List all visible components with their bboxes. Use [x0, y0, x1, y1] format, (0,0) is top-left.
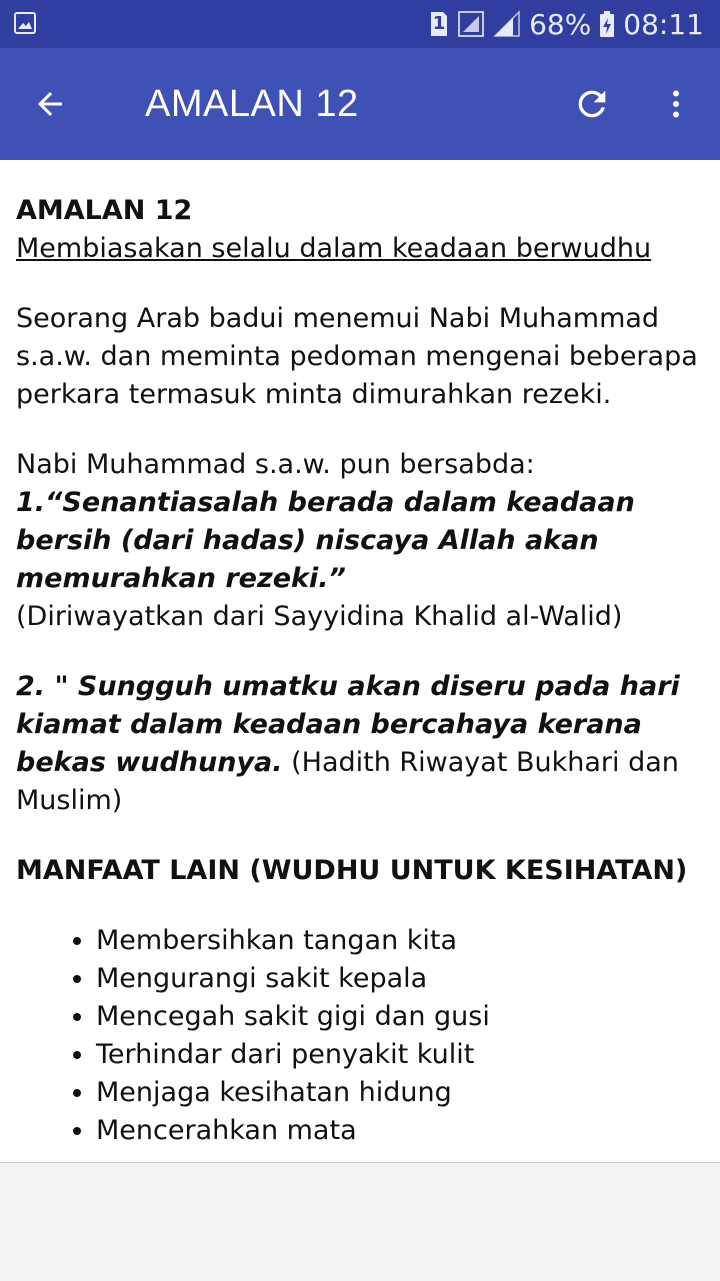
bottom-banner-area [0, 1162, 720, 1281]
battery-percent: 68% [529, 7, 592, 41]
hadith-two-source: (Hadith Riwayat Bukhari dan Muslim) [16, 747, 679, 816]
sim-label: 1 [432, 13, 446, 34]
hadith-one: 1.“Senantiasalah berada dalam keadaan bersih (dari hadas) niscaya Allah akan memurahkan rezeki.” [16, 487, 635, 594]
refresh-icon [572, 84, 612, 124]
page-title: AMALAN 12 [145, 83, 359, 125]
more-options-button[interactable] [650, 78, 702, 130]
sim-icon [429, 10, 449, 38]
intro-paragraph: Seorang Arab badui menemui Nabi Muhammad s.a.w. dan meminta pedoman mengenai beberapa perkara termasuk minta dimurahkan rezeki. [16, 303, 698, 410]
status-bar [0, 0, 720, 48]
article-content[interactable] [0, 160, 720, 1162]
list-item: • Menjaga kesihatan hidung [96, 1074, 704, 1112]
list-item: • Membersihkan tangan kita [96, 922, 704, 960]
refresh-button[interactable] [566, 78, 618, 130]
hadith-one-source: (Diriwayatkan dari Sayyidina Khalid al-Walid) [16, 601, 623, 632]
hadith-two: 2. " Sungguh umatku akan diseru pada hari kiamat dalam keadaan bercahaya kerana bekas wudhunya. [16, 671, 680, 778]
list-item: • Terhindar dari penyakit kulit [96, 1036, 704, 1074]
back-arrow-icon [32, 86, 68, 122]
article-heading: AMALAN 12 [16, 195, 193, 226]
signal-strength-icon [493, 10, 521, 38]
status-indicators [429, 0, 704, 48]
list-item: • Mengurangi sakit kepala [96, 960, 704, 998]
hadith-intro: Nabi Muhammad s.a.w. pun bersabda: [16, 449, 535, 480]
list-item: • Mencerahkan mata [96, 1112, 704, 1150]
article-subheading: Membiasakan selalu dalam keadaan berwudhu [16, 233, 652, 264]
list-item: • Mencegah sakit gigi dan gusi [96, 998, 704, 1036]
more-vert-icon [658, 86, 694, 122]
benefits-heading: MANFAAT LAIN (WUDHU UNTUK KESIHATAN) [16, 855, 688, 886]
app-bar [0, 48, 720, 160]
back-button[interactable] [24, 78, 76, 130]
gallery-icon [14, 12, 36, 34]
clock: 08:11 [623, 7, 704, 41]
signal-icon [457, 10, 485, 38]
hadith-two-paragraph [16, 668, 704, 820]
benefits-list [16, 922, 704, 1150]
battery-icon [599, 10, 615, 38]
